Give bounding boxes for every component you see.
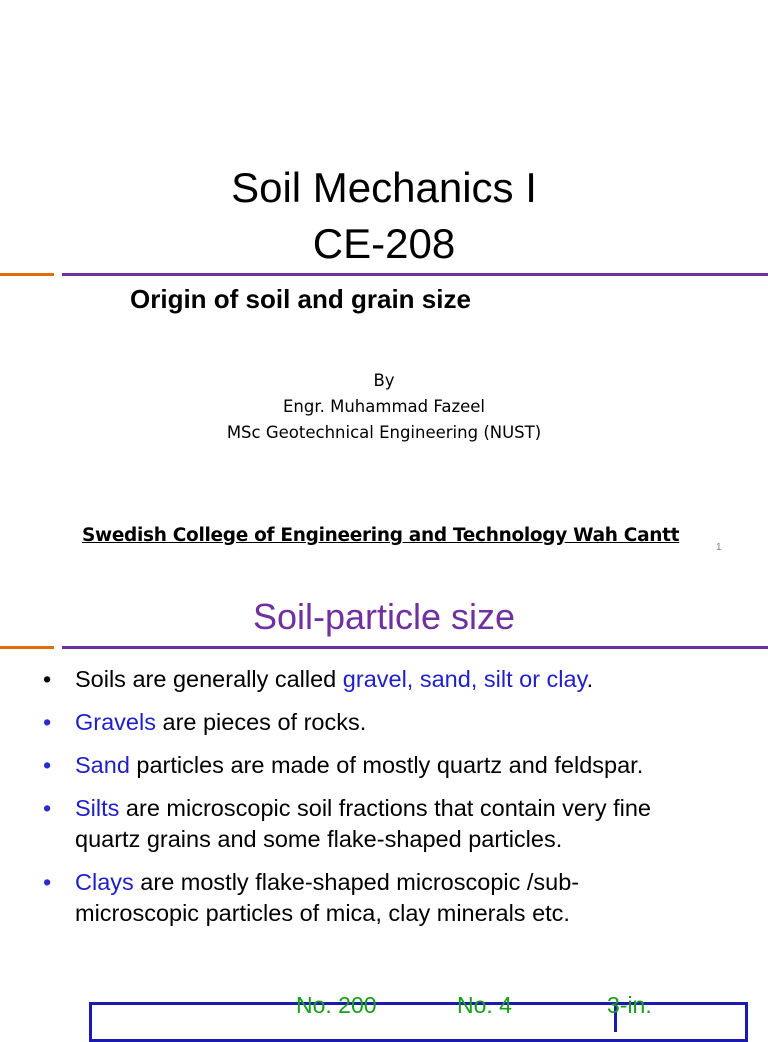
term-highlight: Clays <box>75 869 134 895</box>
page-number: 1 <box>716 542 722 553</box>
bullet-icon: • <box>43 752 52 778</box>
list-item: • Sand particles are made of mostly quartz and feldspar. <box>40 750 730 781</box>
bullet-icon: • <box>43 666 52 692</box>
list-item: • Soils are generally called gravel, sand, silt or clay. <box>40 664 730 695</box>
bullet-icon: • <box>43 795 52 821</box>
soil-types-highlight: gravel, sand, silt or clay <box>342 666 587 692</box>
list-item: • Clays are mostly flake-shaped microscopic /sub-microscopic particles of mica, clay minerals etc. <box>43 869 580 926</box>
list-item: • Silts are microscopic soil fractions that contain very fine quartz grains and some flake-shaped particles. <box>43 795 651 852</box>
purple-rule <box>62 646 768 649</box>
purple-rule <box>62 273 768 276</box>
orange-rule <box>0 646 54 649</box>
term-highlight: Silts <box>75 795 120 821</box>
term-highlight: Sand <box>75 752 130 778</box>
sieve-label-no200: No. 200 <box>296 992 377 1018</box>
course-title: Soil Mechanics I <box>231 164 537 211</box>
college-name: Swedish College of Engineering and Technology Wah Cantt <box>82 525 680 546</box>
author-name: Engr. Muhammad Fazeel <box>283 397 485 416</box>
term-highlight: Gravels <box>75 709 156 735</box>
sieve-label-3in: 3-in. <box>607 992 652 1018</box>
bullet-icon: • <box>43 869 52 895</box>
bullet-list <box>40 664 730 941</box>
list-item: • Gravels are pieces of rocks. <box>40 707 730 738</box>
bullet-icon: • <box>43 709 52 735</box>
slide-title: Soil-particle size <box>252 596 516 637</box>
lecture-subtitle: Origin of soil and grain size <box>130 284 471 314</box>
content-slide <box>0 576 768 1024</box>
orange-rule <box>0 273 54 276</box>
course-code: CE-208 <box>312 220 456 267</box>
sieve-label-no4: No. 4 <box>457 992 512 1018</box>
by-label: By <box>373 371 395 390</box>
author-degree: MSc Geotechnical Engineering (NUST) <box>226 423 542 442</box>
